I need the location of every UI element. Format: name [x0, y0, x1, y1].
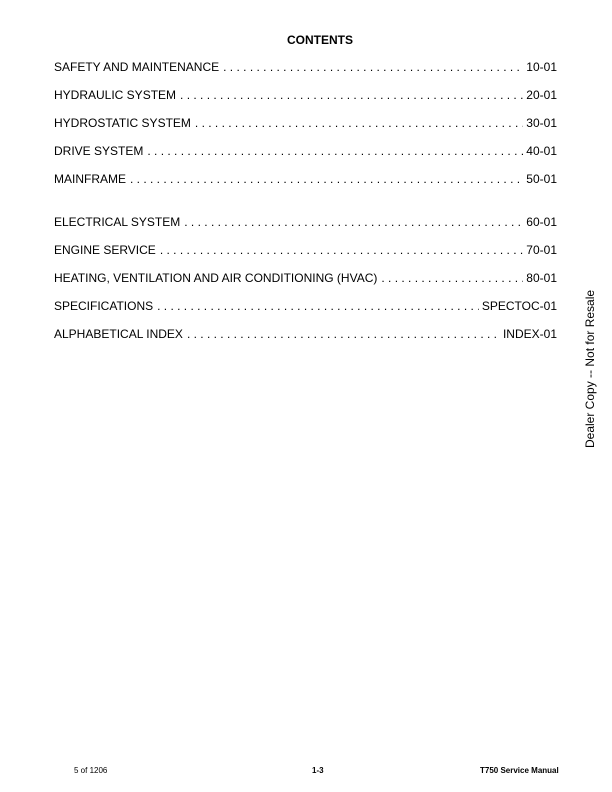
toc-entry-page: SPECTOC-01 [481, 299, 557, 313]
dot-leader [187, 327, 500, 341]
dot-leader [160, 243, 523, 257]
dealer-copy-watermark: Dealer Copy -- Not for Resale [583, 289, 597, 448]
toc-entry-mainframe[interactable] [54, 172, 557, 200]
footer-page-number: 1-3 [312, 766, 324, 775]
dot-leader [180, 88, 523, 102]
toc-entry-page: 20-01 [526, 88, 557, 102]
dot-leader [381, 271, 523, 285]
page-title: CONTENTS [287, 33, 353, 47]
dot-leader [223, 60, 523, 74]
toc-entry-page: 30-01 [526, 116, 557, 130]
dot-leader [157, 299, 479, 313]
toc-entry-engine[interactable] [54, 243, 557, 271]
toc-entry-electrical[interactable] [54, 215, 557, 243]
toc-entry-hydrostatic[interactable] [54, 116, 557, 144]
toc-entry-specifications[interactable] [54, 299, 557, 327]
toc-entry-page: 60-01 [526, 215, 557, 229]
toc-entry-label: SAFETY AND MAINTENANCE [54, 60, 220, 74]
toc-entry-hvac[interactable] [54, 271, 557, 299]
toc-entry-page: 80-01 [526, 271, 557, 285]
footer-manual-title: T750 Service Manual [480, 766, 559, 775]
toc-entry-hydraulic[interactable] [54, 88, 557, 116]
toc-entry-page: 40-01 [526, 144, 557, 158]
toc-entry-label: ELECTRICAL SYSTEM [54, 215, 181, 229]
toc-entry-page: 50-01 [526, 172, 557, 186]
toc-entry-label: ENGINE SERVICE [54, 243, 156, 257]
toc-entry-safety[interactable] [54, 60, 557, 88]
table-of-contents [54, 60, 557, 355]
toc-entry-label: SPECIFICATIONS [54, 299, 154, 313]
toc-entry-label: HYDRAULIC SYSTEM [54, 88, 177, 102]
toc-entry-label: DRIVE SYSTEM [54, 144, 144, 158]
footer-page-count: 5 of 1206 [74, 766, 108, 775]
toc-entry-label: HYDROSTATIC SYSTEM [54, 116, 191, 130]
dot-leader [147, 144, 523, 158]
toc-entry-drive[interactable] [54, 144, 557, 172]
toc-entry-index[interactable] [54, 327, 557, 355]
toc-entry-page: 10-01 [526, 60, 557, 74]
toc-entry-label: ALPHABETICAL INDEX [54, 327, 183, 341]
dot-leader [184, 215, 523, 229]
toc-entry-label: MAINFRAME [54, 172, 126, 186]
toc-entry-page: 70-01 [526, 243, 557, 257]
toc-entry-page: INDEX-01 [502, 327, 557, 341]
toc-entry-label: HEATING, VENTILATION AND AIR CONDITIONING (HVAC) [54, 271, 378, 285]
dot-leader [130, 172, 523, 186]
dot-leader [195, 116, 523, 130]
